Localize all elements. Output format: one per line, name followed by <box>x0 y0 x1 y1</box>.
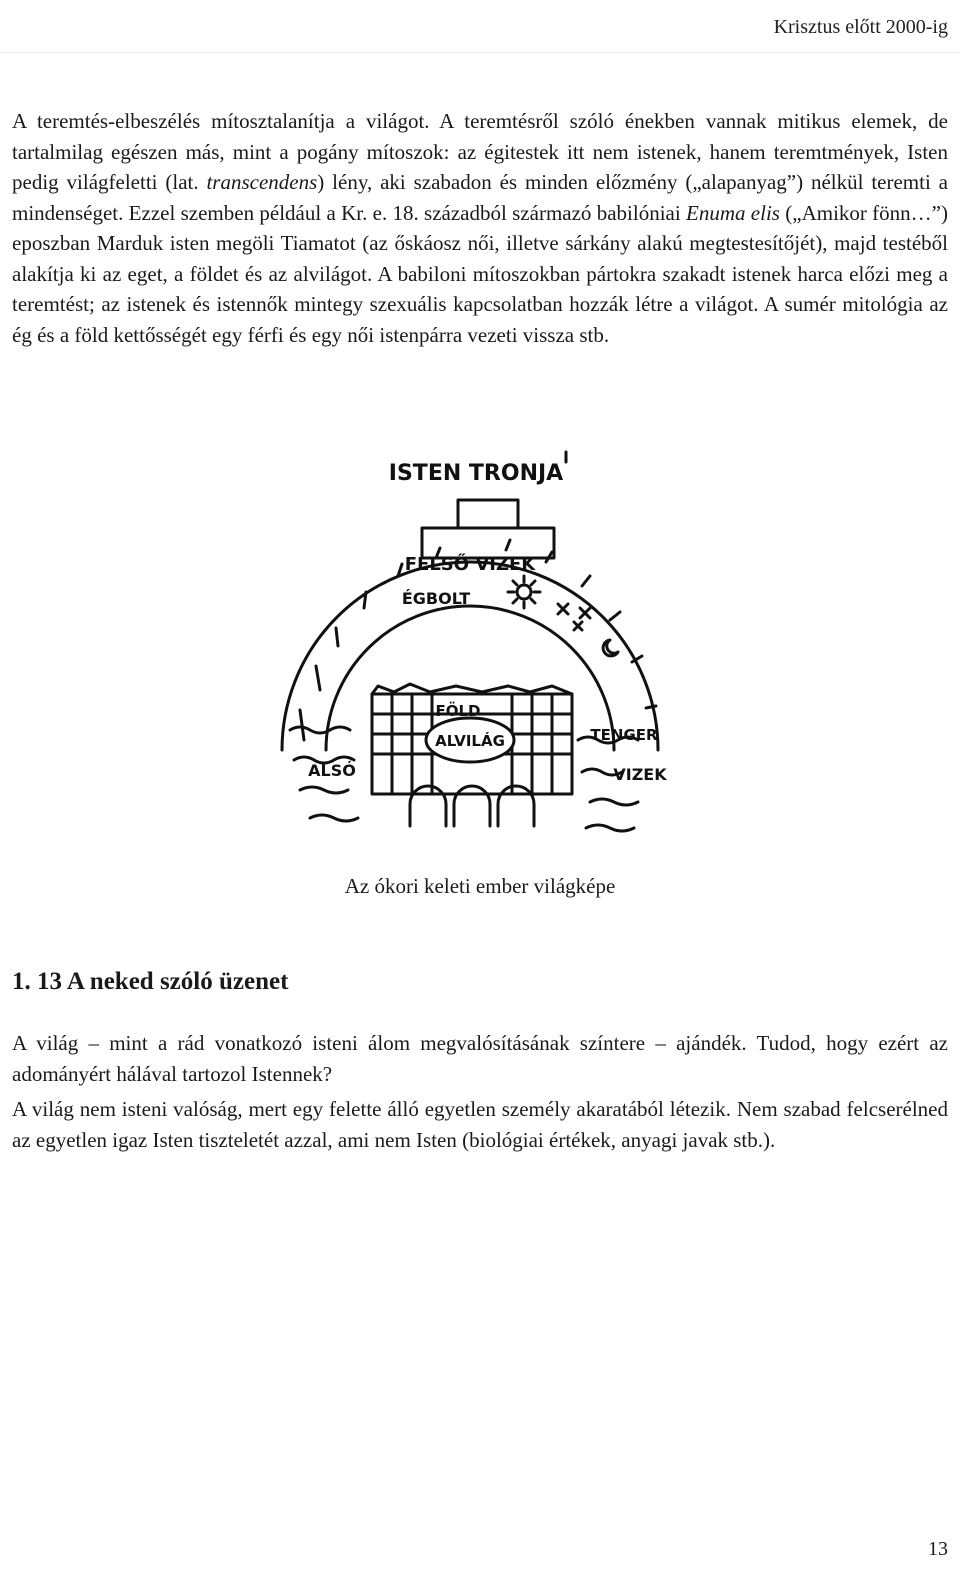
paragraph-text-2: ) lény, aki szabadon és minden előzmény („alapanyag”) nélkül teremti a mindenséget. Ezzel szemben például a Kr. e. 18. századból származó babilóniai <box>12 170 948 225</box>
label-sea: TENGER <box>590 726 658 744</box>
section-number: 1. 13 <box>12 968 62 995</box>
throne-top <box>458 500 518 528</box>
message-paragraph-2: A világ nem isteni valóság, mert egy felette álló egyetlen személy akaratából létezik. Nem szabad felcserélned az egyetlen igaz Isten tiszteletét azzal, ami nem Isten (biológiai értékek, anyagi javak stb.). <box>12 1097 948 1152</box>
label-firmament: ÉGBOLT <box>401 589 471 608</box>
label-upper-waters: FELSŐ VIZEK <box>404 554 536 575</box>
label-earth: FÖLD <box>435 702 481 720</box>
figure-caption: Az ókori keleti ember világképe <box>344 874 616 898</box>
world-view-drawing <box>260 440 680 850</box>
paragraph-text-1: A teremtés-elbeszélés mítosztalanítja a világot. A teremtésről szóló énekben vannak mitikus elemek, de tartalmilag egészen más, mint a pogány mítoszok: az égitestek itt nem istenek, hanem teremtmények, Isten pedig világfeletti (lat. <box>12 109 948 194</box>
stars-icon <box>558 604 590 630</box>
label-underworld: ALVILÁG <box>435 732 505 750</box>
sun-rays <box>508 576 540 608</box>
sun-icon <box>517 585 531 599</box>
arch-left <box>410 786 446 826</box>
paragraph-text-3: („Amikor fönn…”) eposzban Marduk isten megöli Tiamatot (az őskáosz női, illetve sárkány alakú megtestesítőjét), majd testéből alakítja ki az eget, a földet és az alvilágot. A babiloni mítoszokban pártokra szakadt istenek harca előzi meg a teremtést; az istenek és istennők mintegy szexuális kapcsolatban hozzák létre a világot. A sumér mitológia az ég és a föld kettősségét egy férfi és egy női istenpárra vezeti vissza stb. <box>12 200 948 347</box>
label-waters: VIZEK <box>613 765 667 784</box>
section-heading <box>12 968 288 996</box>
arch-right <box>498 786 534 826</box>
running-header: Krisztus előtt 2000-ig <box>773 16 948 38</box>
section-title: A neked szóló üzenet <box>66 968 289 995</box>
label-lower: ALSÓ <box>308 761 356 780</box>
italic-enuma-elis: Enuma elis <box>686 200 780 225</box>
arch-middle <box>454 786 490 826</box>
italic-transcendens: transcendens <box>206 170 318 194</box>
header-divider <box>0 52 960 53</box>
intro-paragraph <box>12 106 948 350</box>
message-paragraph-1: A világ – mint a rád vonatkozó isteni álom megvalósításának színtere – ajándék. Tudod, hogy ezért az adományért hálával tartozol Istennek? <box>12 1031 948 1086</box>
page-number: 13 <box>928 1538 948 1560</box>
label-throne: ISTEN TRONJA <box>388 461 564 486</box>
moon-icon <box>603 640 618 656</box>
